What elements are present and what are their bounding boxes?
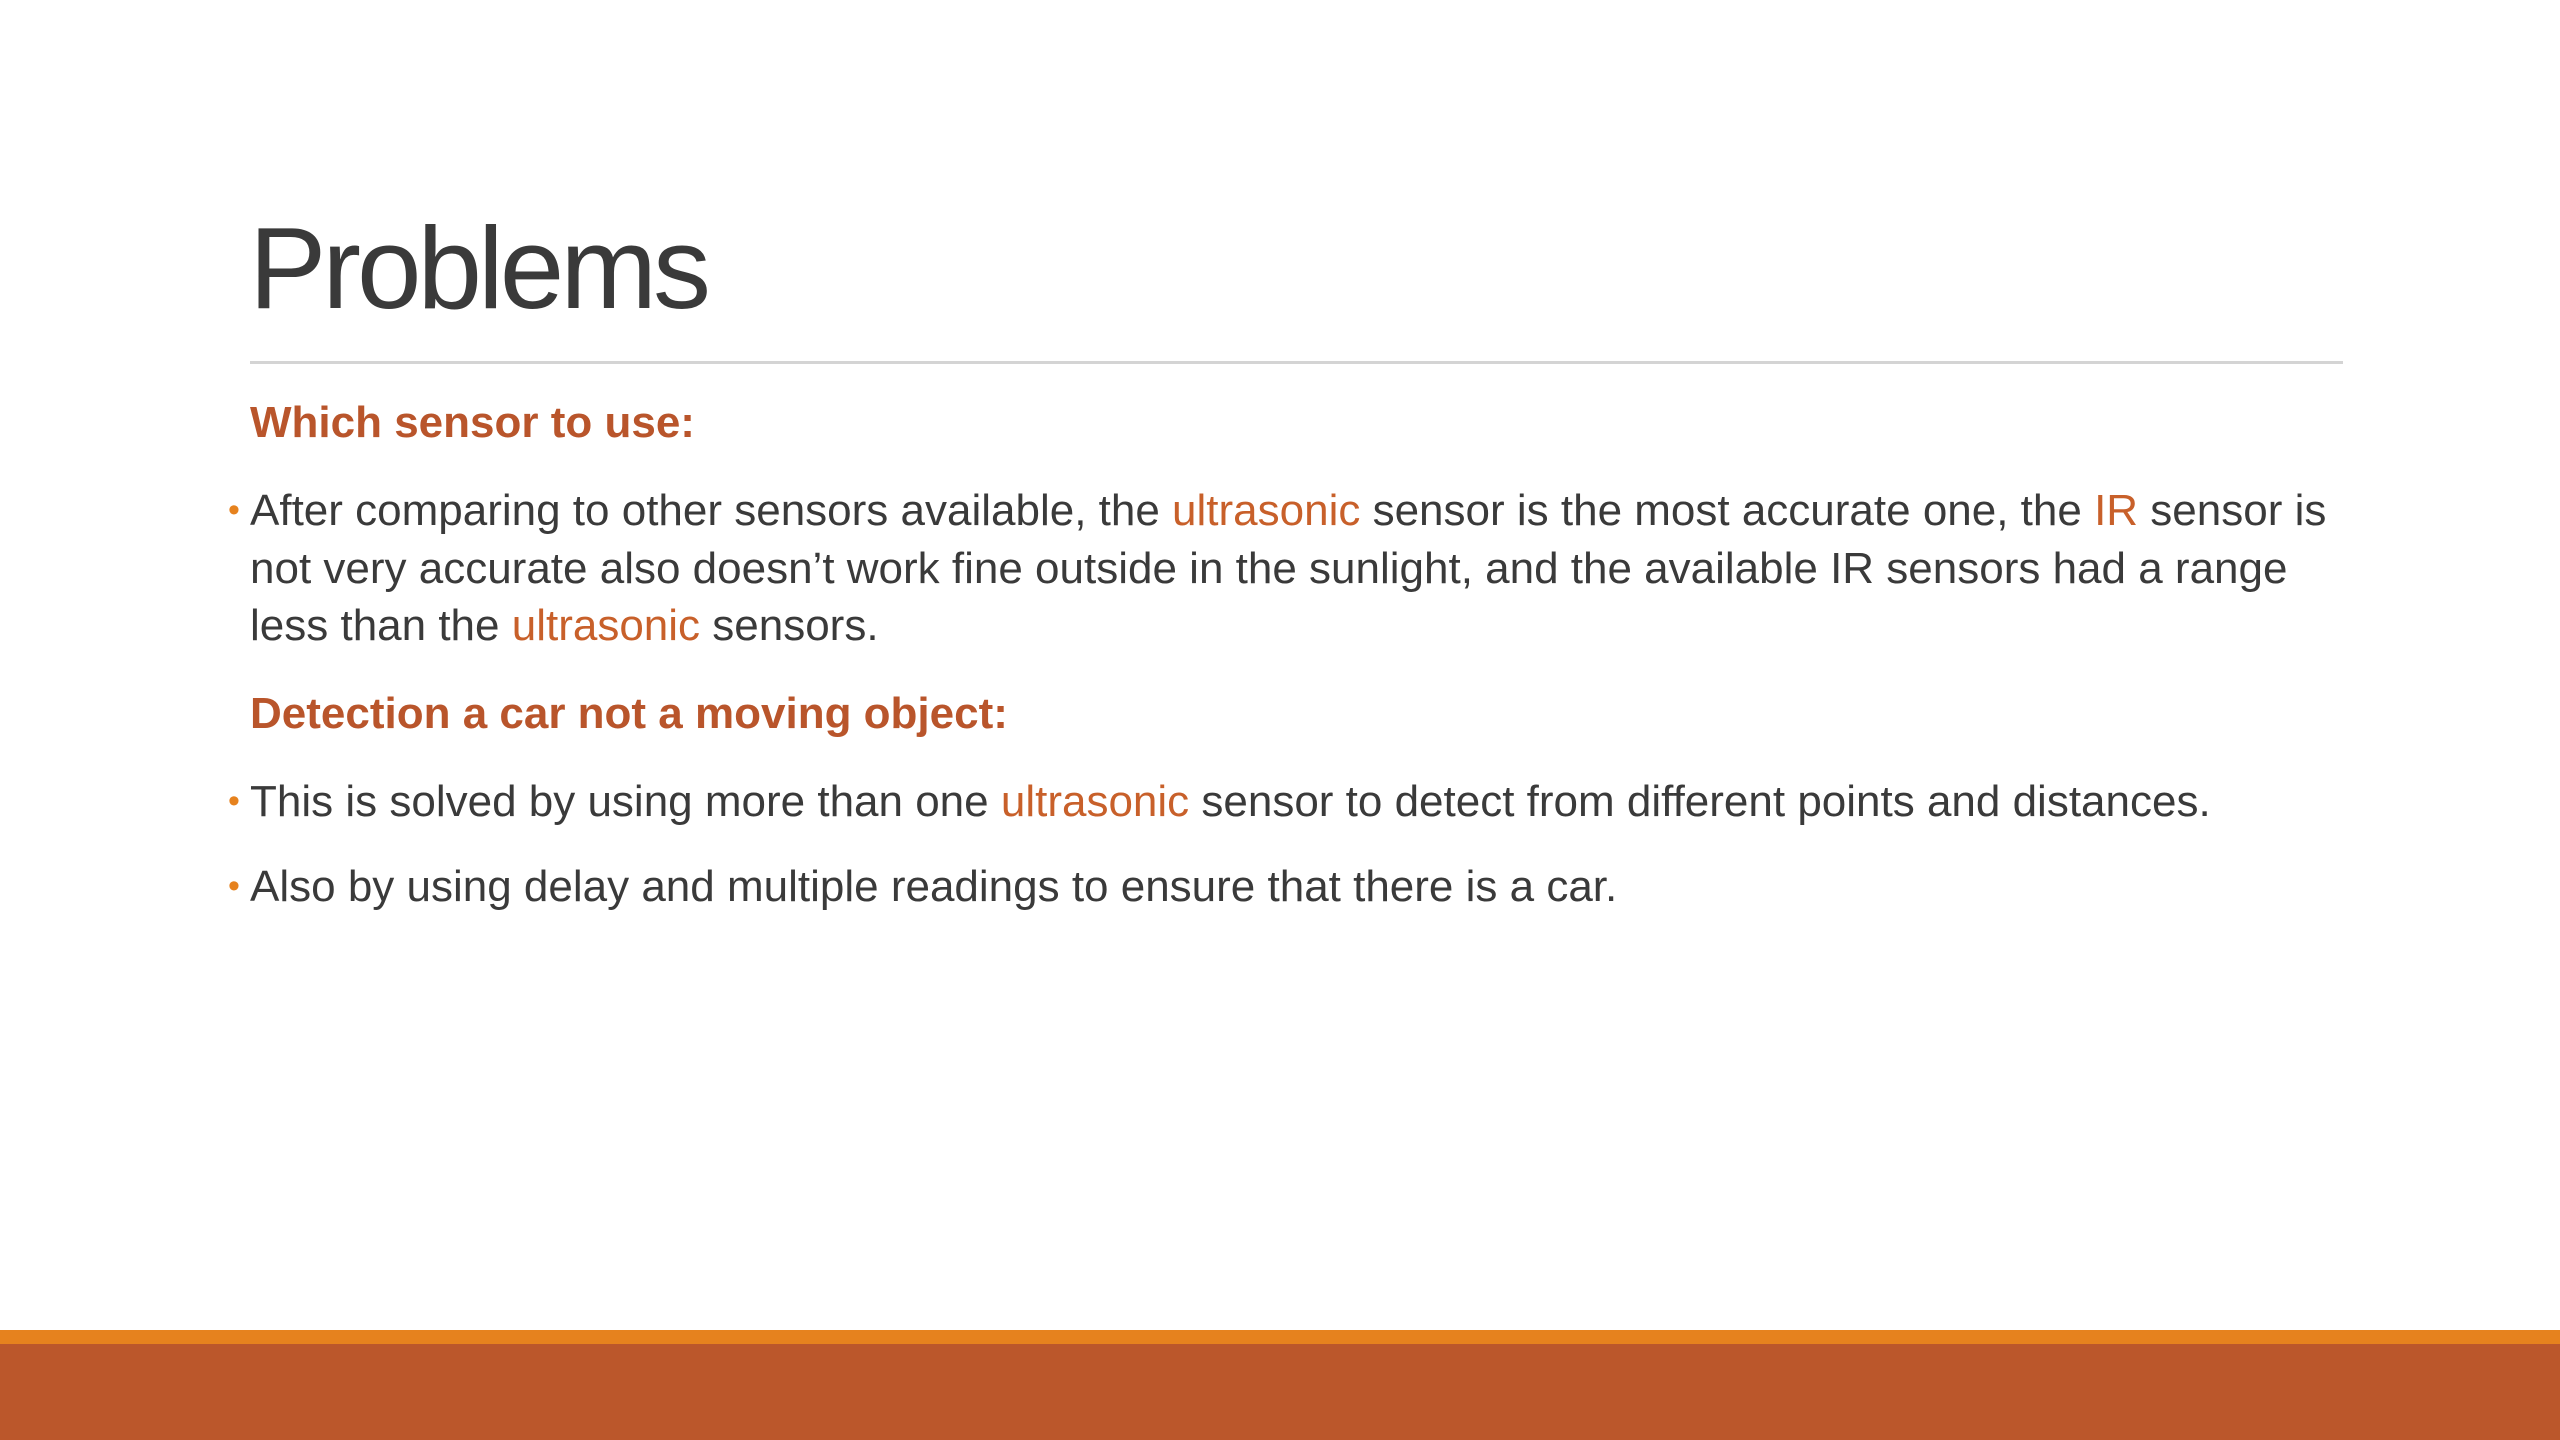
bullet-text: sensor to detect from different points and distances.: [1189, 776, 2211, 826]
highlight-term: ultrasonic: [1000, 776, 1190, 826]
highlight-term: ultrasonic: [511, 601, 701, 650]
bullet-text: Also by using delay and multiple readings to ensure that there is a car.: [250, 862, 1618, 911]
bullet-icon: •: [228, 491, 240, 529]
bullet-text: sensor is the most accurate one, the: [1360, 486, 2095, 535]
highlight-term: ultrasonic: [1172, 486, 1361, 535]
bullet-item: [228, 482, 2348, 655]
bullet-item: [228, 773, 2348, 831]
slide-body: [228, 392, 2348, 944]
footer-band-accent: [0, 1330, 2560, 1344]
section-heading-detection: Detection a car not a moving object:: [250, 688, 1008, 738]
footer-band: [0, 1344, 2560, 1440]
bullet-item: [228, 858, 2348, 916]
highlight-term: IR: [2094, 486, 2139, 535]
bullet-text: sensor is not very accurate also doesn’t work fine outside in the sunlight, and the available IR sensors had a range less than the: [250, 486, 2327, 650]
bullet-text: This is solved by using more than one: [250, 776, 1001, 826]
bullet-text: sensors.: [700, 601, 879, 650]
slide-title: Problems: [249, 203, 707, 333]
bullet-icon: •: [228, 867, 240, 905]
title-divider: [250, 361, 2343, 364]
section-heading-sensor-choice: Which sensor to use:: [250, 398, 695, 447]
bullet-text: After comparing to other sensors available, the: [250, 486, 1173, 535]
bullet-icon: •: [228, 781, 240, 820]
